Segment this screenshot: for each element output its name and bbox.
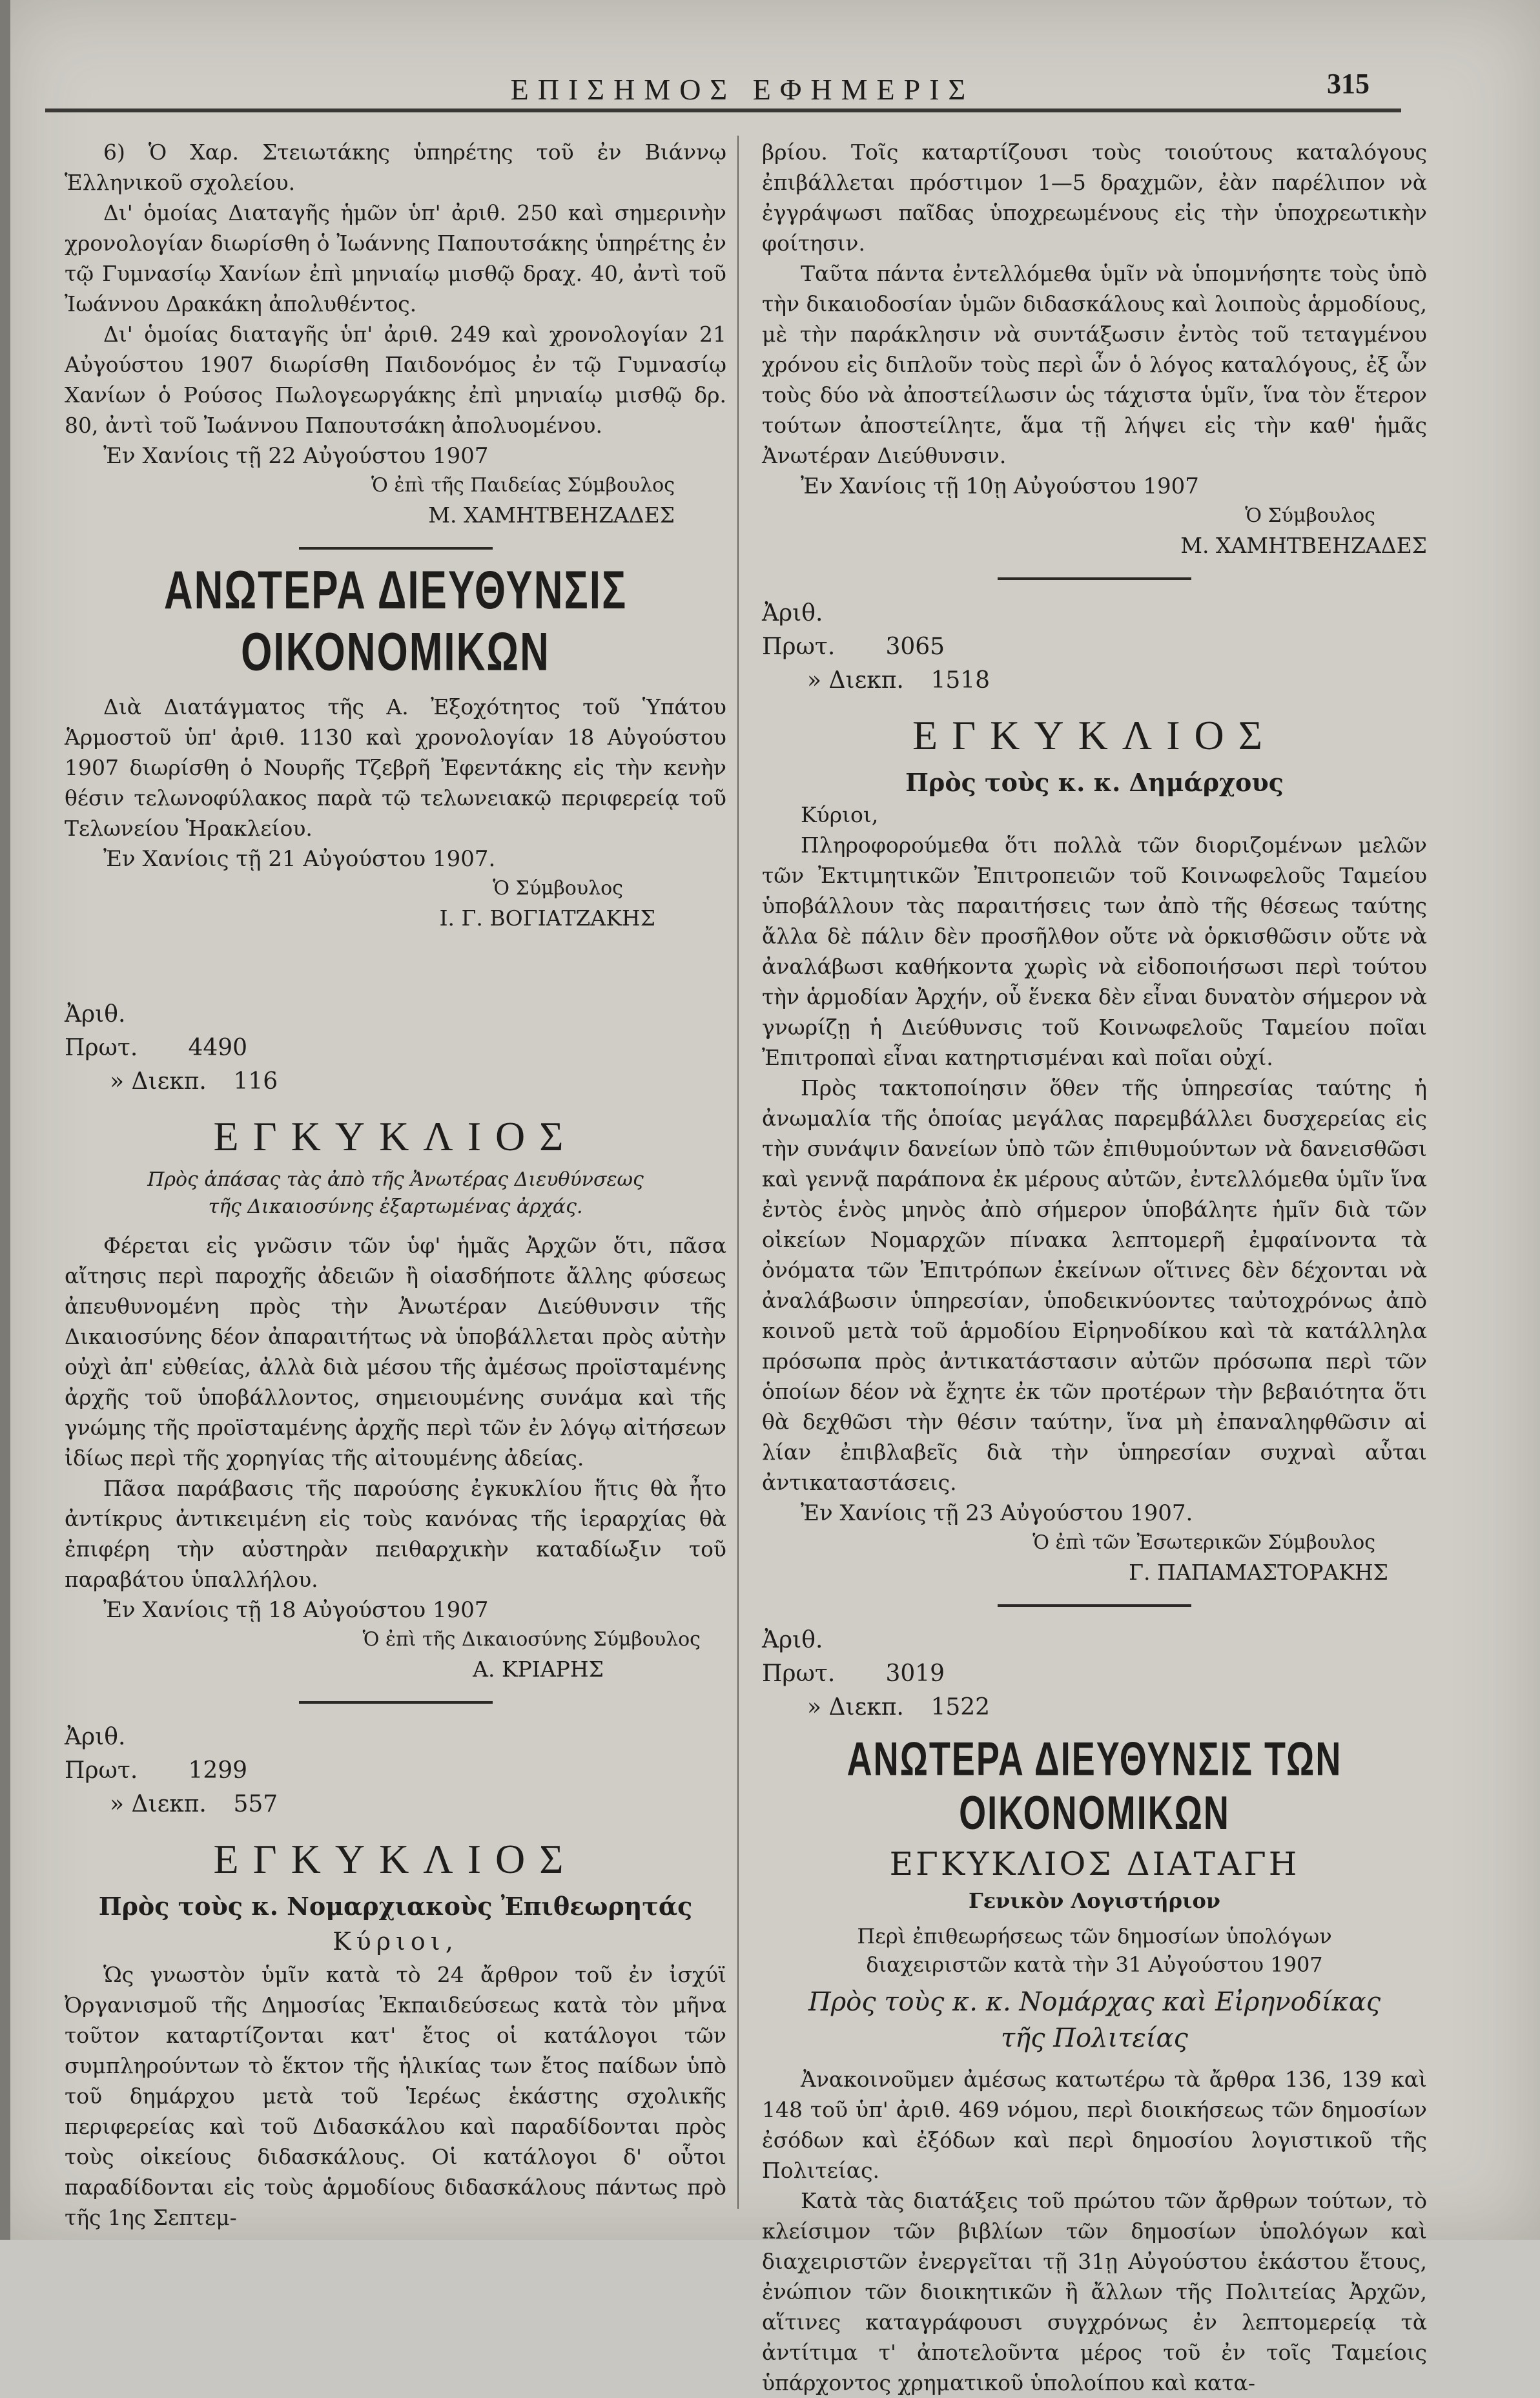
left-column — [65, 137, 726, 2233]
signatory-name: Γ. ΠΑΠΑΜΑΣΤΟΡΑΚΗΣ — [1129, 1560, 1388, 1585]
protocol-value: 1299 — [188, 1757, 248, 1784]
circular-recipient: Πρὸς τοὺς κ. κ. Δημάρχους — [905, 768, 1284, 797]
protocol-value: 3019 — [885, 1660, 945, 1687]
protocol-label: Ἀριθ. Πρωτ. — [762, 600, 836, 660]
divider — [998, 1604, 1191, 1607]
circular-heading: ΕΓΚΥΚΛΙΟΣ — [912, 712, 1277, 758]
right-column — [762, 137, 1427, 2398]
date-line: Ἐν Χανίοις τῇ 22 Αὐγούστου 1907 — [103, 443, 489, 469]
dispatch-number-line — [65, 1788, 726, 1821]
circular-salutation: Κύριοι, — [333, 1927, 458, 1956]
paragraph: Φέρεται εἰς γνῶσιν τῶν ὑφ' ἡμᾶς Ἀρχῶν ὅτι, πᾶσα αἴτησις περὶ παροχῆς ἀδειῶν ἢ οἱασδήποτε ἄλλης φύσεως ἀπευθυνομένη πρὸς τὴν Ἀνωτέραν Διεύθυνσιν τῆς Δικαιοσύνης δέον ἀπαραιτήτως νὰ ὑποβάλλεται πρὸς αὐτὴν οὐχὶ ἀπ' εὐθείας, ἀλλὰ διὰ μέσου τῆς ἀμέσως προϊσταμένης ἀρχῆς τοῦ ὑποβάλλοντος, σημειουμένης συνάμα καὶ τῆς γνώμης τῆς προϊσταμένης ἀρχῆς περὶ τῶν ἐν λόγῳ αἰτήσεων ἰδίως περὶ τῆς χορηγίας τῆς αἰτουμένης ἀδείας. — [65, 1233, 726, 1471]
protocol-number-line — [65, 998, 726, 1065]
dispatch-value: 1518 — [930, 667, 991, 694]
paragraph: Κατὰ τὰς διατάξεις τοῦ πρώτου τῶν ἄρθρων τούτων, τὸ κλείσιμον τῶν βιβλίων τῶν δημοσίων ὑπολόγων καὶ διαχειριστῶν ἐνεργεῖται τῇ 31ῃ Αὐγούστου ἑκάστου ἔτους, ἐνώπιον τῶν διοικητικῶν ἢ ἄλλων τῆς Πολιτείας Ἀρχῶν, αἵτινες καταγράφουσι συγχρόνως ἐν λεπτομερείᾳ τὰ ἀντίτιμα τ' ἀποτελοῦντα μέρος τοῦ ἐν τοῖς Ταμείοις ὑπάρχοντος χρηματικοῦ ὑπολοίπου καὶ κατα- — [762, 2188, 1427, 2395]
date-line: Ἐν Χανίοις τῇ 18 Αὐγούστου 1907 — [103, 1597, 489, 1623]
protocol-label: Ἀριθ. Πρωτ. — [762, 1627, 836, 1687]
divider — [998, 577, 1191, 580]
dispatch-label: » Διεκπ. — [807, 667, 904, 694]
dispatch-label: » Διεκπ. — [110, 1068, 207, 1095]
paragraph: Πληροφορούμεθα ὅτι πολλὰ τῶν διοριζομένων μελῶν τῶν Ἐκτιμητικῶν Ἐπιτροπειῶν τοῦ Κοινωφελοῦς Ταμείου ὑποβάλλουν τὰς παραιτήσεις των ἀπὸ τῆς θέσεως ταύτης ἄλλα δὲ πάλιν δὲν προσῆλθον οὔτε νὰ ὁρκισθῶσιν οὔτε νὰ ἀναλάβωσι καθήκοντα χωρὶς νὰ εἰδοποιήσωσι περὶ τούτου τὴν ἁρμοδίαν Ἀρχήν, οὗ ἕνεκα δὲν εἶναι δυνατὸν σήμερον νὰ γνωρίζῃ ἡ Διεύθυνσις τοῦ Κοινωφελοῦς Ταμείου ποῖαι Ἐπιτροπαὶ εἶναι κατηρτισμέναι καὶ ποῖαι οὐχί. — [762, 832, 1427, 1070]
section-heading: ΑΝΩΤΕΡΑ ΔΙΕΥΘΥΝΣΙΣ ΤΩΝ ΟΙΚΟΝΟΜΙΚΩΝ — [847, 1733, 1342, 1840]
protocol-value: 3065 — [885, 634, 945, 660]
divider — [299, 547, 493, 550]
section-heading: ΑΝΩΤΕΡΑ ΔΙΕΥΘΥΝΣΙΣ ΟΙΚΟΝΟΜΙΚΩΝ — [163, 560, 628, 683]
protocol-number-line — [762, 597, 1427, 664]
protocol-number-line — [65, 1721, 726, 1788]
section-subheading: ΕΓΚΥΚΛΙΟΣ ΔΙΑΤΑΓΗ — [889, 1845, 1300, 1883]
circular-recipient: τῆς Δικαιοσύνης ἐξαρτωμένας ἀρχάς. — [208, 1195, 583, 1218]
dispatch-number-line — [762, 664, 1427, 698]
protocol-label: Ἀριθ. Πρωτ. — [65, 1001, 138, 1061]
signatory-title: Ὁ ἐπὶ τῶν Ἐσωτερικῶν Σύμβουλος — [1032, 1531, 1375, 1554]
paragraph: Δι' ὁμοίας Διαταγῆς ἡμῶν ὑπ' ἀριθ. 250 καὶ σημερινὴν χρονολογίαν διωρίσθη ὁ Ἰωάννης Παπουτσάκης ὑπηρέτης ἐν τῷ Γυμνασίῳ Χανίων ἐπὶ μηνιαίῳ μισθῷ δραχ. 40, ἀντὶ τοῦ Ἰωάννου Δρακάκη ἀπολυθέντος. — [65, 200, 726, 316]
section-subheading: Γενικὸν Λογιστήριον — [968, 1888, 1220, 1913]
dispatch-value: 116 — [233, 1068, 278, 1095]
circular-recipient: Πρὸς τοὺς κ. Νομαρχιακοὺς Ἐπιθεωρητάς — [98, 1892, 693, 1921]
signatory-name: Μ. ΧΑΜΗΤΒΕΗΖΑΔΕΣ — [428, 502, 675, 528]
paragraph: 6) Ὁ Χαρ. Στειωτάκης ὑπηρέτης τοῦ ἐν Βιάννῳ Ἑλληνικοῦ σχολείου. — [65, 140, 726, 195]
paragraph: Πρὸς τακτοποίησιν ὅθεν τῆς ὑπηρεσίας ταύτης ἡ ἀνωμαλία τῆς ὁποίας μεγάλας παρεμβάλλει δυσχερείας εἰς τὴν συνάψιν δανείων ὑπὸ τῶν ἐπιθυμούντων νὰ δανεισθῶσι καὶ γεννᾷ παράπονα ἐκ μέρους αὐτῶν, ἐντελλόμεθα ὑμῖν ἵνα ἐντὸς ἑνὸς μηνὸς ἀπὸ σήμερον ὑποβάλητε ἡμῖν διὰ τῶν οἰκείων Νομαρχῶν πίνακα λεπτομερῆ ἐμφαίνοντα τὰ ὀνόματα τῶν Ἐπιτρόπων ἐκείνων οἵτινες δὲν δέχονται νὰ ἀναλάβωσιν ὑπηρεσίαν, ὑποδεικνύοντες ταὐτοχρόνως ἀπὸ κοινοῦ μετὰ τοῦ ἁρμοδίου Εἰρηνοδίκου καὶ τὰ κατάλληλα πρόσωπα πρὸς ἀντικατάστασιν αὐτῶν πρόσωπα περὶ τῶν ὁποίων δέον νὰ ἔχητε ἐκ τῶν προτέρων τὴν βεβαιότητα ὅτι θὰ δεχθῶσι τὴν θέσιν ταύτην, ἵνα μὴ ἐπαναληφθῶσιν αἱ λίαν ἐπιβλαβεῖς διὰ τὴν ὑπηρεσίαν συχναὶ αὗται ἀντικαταστάσεις. — [762, 1075, 1427, 1495]
circular-heading: ΕΓΚΥΚΛΙΟΣ — [213, 1113, 578, 1159]
dispatch-number-line — [762, 1691, 1427, 1724]
circular-salutation: Κύριοι, — [801, 802, 879, 827]
date-line: Ἐν Χανίοις τῇ 23 Αὐγούστου 1907. — [801, 1500, 1193, 1526]
subject-line: Περὶ ἐπιθεωρήσεως τῶν δημοσίων ὑπολόγων διαχειριστῶν κατὰ τὴν 31 Αὐγούστου 1907 — [857, 1924, 1332, 1977]
page-binding-edge — [0, 0, 10, 2240]
signatory-name: Α. ΚΡΙΑΡΗΣ — [473, 1657, 604, 1682]
dispatch-value: 1522 — [930, 1694, 991, 1721]
paragraph: Διὰ Διατάγματος τῆς Α. Ἐξοχότητος τοῦ Ὑπάτου Ἁρμοστοῦ ὑπ' ἀριθ. 1130 καὶ χρονολογίαν 18 Αὐγούστου 1907 διωρίσθη ὁ Νουρῆς Τζεβρῆ Ἐφεντάκης εἰς τὴν κενὴν θέσιν τελωνοφύλακος παρὰ τῷ τελωνειακῷ περιφερείᾳ τοῦ Τελωνείου Ἡρακλείου. — [65, 694, 726, 841]
paragraph: Πᾶσα παράβασις τῆς παρούσης ἐγκυκλίου ἥτις θὰ ἦτο ἀντίκρυς ἀντικειμένη εἰς τοὺς κανόνας τῆς ἱεραρχίας θὰ ἐπιφέρη τὴν αὐστηρὰν πειθαρχικὴν καταδίωξιν τοῦ παραβάτου ὑπαλλήλου. — [65, 1476, 726, 1592]
dispatch-label: » Διεκπ. — [110, 1791, 207, 1817]
dispatch-value: 557 — [233, 1791, 278, 1817]
circular-recipient: Πρὸς τοὺς κ. κ. Νομάρχας καὶ Εἰρηνοδίκας — [808, 1987, 1381, 2017]
signatory-title: Ὁ ἐπὶ τῆς Παιδείας Σύμβουλος — [371, 474, 675, 497]
circular-recipient: τῆς Πολιτείας — [1001, 2023, 1188, 2053]
signatory-name: Μ. ΧΑΜΗΤΒΕΗΖΑΔΕΣ — [1180, 533, 1427, 558]
protocol-value: 4490 — [188, 1035, 248, 1061]
dispatch-number-line — [65, 1065, 726, 1099]
signatory-title: Ὁ Σύμβουλος — [1245, 504, 1375, 527]
signatory-title: Ὁ ἐπὶ τῆς Δικαιοσύνης Σύμβουλος — [362, 1628, 701, 1651]
header-rule — [45, 109, 1401, 112]
paragraph: βρίου. Τοῖς καταρτίζουσι τοὺς τοιούτους καταλόγους ἐπιβάλλεται πρόστιμον 1—5 δραχμῶν, ἐὰν παρέλιπον νὰ ἐγγράψωσι παῖδας ὑποχρεωμένους εἰς τὴν ὑποχρεωτικὴν φοίτησιν. — [762, 140, 1427, 256]
column-separator — [737, 136, 739, 2209]
signatory-title: Ὁ Σύμβουλος — [493, 877, 623, 900]
paragraph: Ἀνακοινοῦμεν ἀμέσως κατωτέρω τὰ ἄρθρα 136, 139 καὶ 148 τοῦ ὑπ' ἀριθ. 469 νόμου, περὶ διοικήσεως τῶν δημοσίων ἐσόδων καὶ ἐξόδων καὶ περὶ δημοσίου λογιστικοῦ τῆς Πολιτείας. — [762, 2067, 1427, 2183]
date-line: Ἐν Χανίοις τῇ 21 Αὐγούστου 1907. — [103, 846, 496, 872]
protocol-label: Ἀριθ. Πρωτ. — [65, 1724, 138, 1784]
signatory-name: Ι. Γ. ΒΟΓΙΑΤΖΑΚΗΣ — [439, 905, 655, 931]
paragraph: Ὡς γνωστὸν ὑμῖν κατὰ τὸ 24 ἄρθρον τοῦ ἐν ἰσχύϊ Ὀργανισμοῦ τῆς Δημοσίας Ἐκπαιδεύσεως κατὰ τὸν μῆνα τοῦτον καταρτίζονται κατ' ἔτος οἱ κατάλογοι τῶν συμπληρούντων τὸ ἕκτον τῆς ἡλικίας των ἔτος παίδων ὑπὸ τοῦ δημάρχου μετὰ τοῦ Ἱερέως ἑκάστης σχολικῆς περιφερείας καὶ τοῦ Διδασκάλου καὶ παραδίδονται πρὸς τοὺς οἰκείους διδασκάλους. Οἱ κατάλογοι δ' οὗτοι παραδίδονται εἰς τοὺς ἁρμοδίους διδασκάλους πάντως πρὸ τῆς 1ης Σεπτεμ- — [65, 1962, 726, 2230]
divider — [299, 1701, 493, 1704]
page-header-title: ΕΠΙΣΗΜΟΣ ΕΦΗΜΕΡΙΣ — [510, 73, 975, 106]
circular-recipient: Πρὸς ἁπάσας τὰς ἀπὸ τῆς Ἀνωτέρας Διευθύνσεως — [147, 1168, 644, 1191]
date-line: Ἐν Χανίοις τῇ 10ῃ Αὐγούστου 1907 — [801, 473, 1199, 499]
page-number: 315 — [1327, 68, 1370, 99]
protocol-number-line — [762, 1624, 1427, 1691]
circular-heading: ΕΓΚΥΚΛΙΟΣ — [213, 1836, 578, 1882]
dispatch-label: » Διεκπ. — [807, 1694, 904, 1721]
paragraph: Ταῦτα πάντα ἐντελλόμεθα ὑμῖν νὰ ὑπομνήσητε τοὺς ὑπὸ τὴν δικαιοδοσίαν ὑμῶν διδασκάλους καὶ λοιποὺς ἁρμοδίους, μὲ τὴν παράκλησιν νὰ συντάξωσιν ἐντὸς τοῦ τεταγμένου χρόνου εἰς διπλοῦν τοὺς περὶ ὧν ὁ λόγος καταλόγους, ἐξ ὧν τοὺς δύο νὰ ἀποστείλωσιν ὡς τάχιστα ὑμῖν, ἵνα τὸν ἕτερον τούτων ἀποστείλητε, ἅμα τῇ λήψει εἰς τὴν καθ' ἡμᾶς Ἀνωτέραν Διεύθυνσιν. — [762, 261, 1427, 468]
paragraph: Δι' ὁμοίας διαταγῆς ὑπ' ἀριθ. 249 καὶ χρονολογίαν 21 Αὐγούστου 1907 διωρίσθη Παιδονόμος ἐν τῷ Γυμνασίῳ Χανίων ὁ Ρούσος Πωλογεωργάκης ἐπὶ μηνιαίῳ μισθῷ δρ. 80, ἀντὶ τοῦ Ἰωάννου Παπουτσάκη ἀπολυομένου. — [65, 322, 726, 438]
